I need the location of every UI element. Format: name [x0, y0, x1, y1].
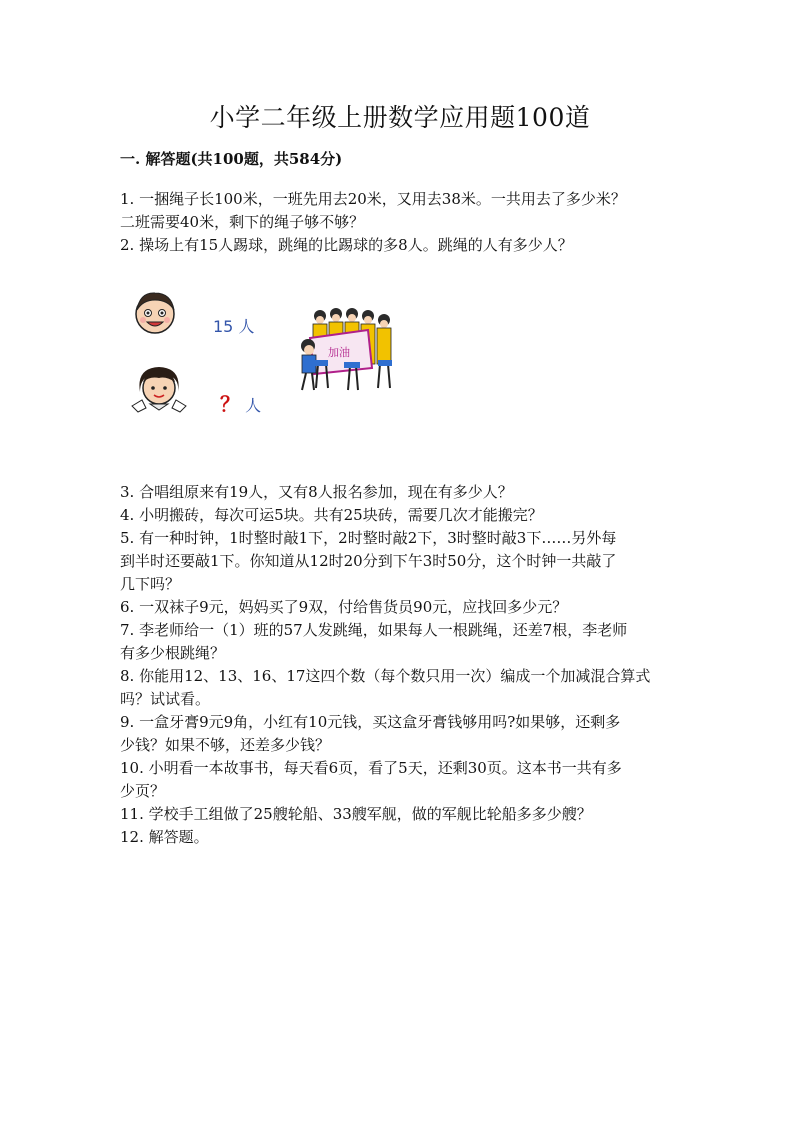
question-line: 2. 操场上有15人踢球，跳绳的比踢球的多8人。跳绳的人有多少人？ [120, 236, 573, 254]
question-line: 3. 合唱组原来有19人，又有8人报名参加，现在有多少人？ [120, 483, 513, 501]
question-line: 吗？试试看。 [120, 690, 211, 708]
question-line: 5. 有一种时钟，1时整时敲1下，2时整时敲2下，3时整时敲3下……另外每 [120, 529, 617, 547]
question-line: 少钱？如果不够，还差多少钱？ [120, 736, 331, 754]
question-line: 8. 你能用12、13、16、17这四个数（每个数只用一次）编成一个加减混合算式 [120, 667, 651, 685]
question-line: 4. 小明搬砖，每次可运5块。共有25块砖，需要几次才能搬完？ [120, 506, 543, 524]
question-2-illustration [120, 280, 420, 420]
question-line: 二班需要40米，剩下的绳子够不够？ [120, 213, 365, 231]
banner-text: 加油 [328, 346, 350, 359]
question-mark: ？ [220, 392, 240, 416]
page-title: 小学二年级上册数学应用题100道 [209, 103, 591, 132]
question-list-bottom [120, 481, 690, 849]
girl-count-unit: 人 [245, 396, 262, 415]
question-line: 少页？ [120, 782, 166, 800]
question-line: 有多少根跳绳？ [120, 644, 226, 662]
question-line: 1. 一捆绳子长100米，一班先用去20米，又用去38米。一共用去了多少米？ [120, 190, 626, 208]
question-line: 到半时还要敲1下。你知道从12时20分到下午3时50分，这个时钟一共敲了 [120, 552, 617, 570]
section-heading: 一. 解答题(共100题，共584分) [120, 150, 343, 168]
question-line: 6. 一双袜子9元，妈妈买了9双，付给售货员90元，应找回多少元？ [120, 598, 568, 616]
girl-count-label [220, 388, 261, 417]
girl-face-icon [128, 362, 190, 416]
cheering-kids-icon [298, 308, 398, 392]
boy-count-unit: 人 [238, 317, 255, 336]
question-line: 9. 一盒牙膏9元9角，小红有10元钱，买这盒牙膏钱够用吗?如果够，还剩多 [120, 713, 621, 731]
question-line: 几下吗？ [120, 575, 181, 593]
question-line: 12. 解答题。 [120, 828, 209, 846]
question-line: 7. 李老师给一（1）班的57人发跳绳，如果每人一根跳绳，还差7根，李老师 [120, 621, 628, 639]
question-line: 10. 小明看一本故事书，每天看6页，看了5天，还剩30页。这本书一共有多 [120, 759, 622, 777]
question-line: 11. 学校手工组做了25艘轮船、33艘军舰，做的军舰比轮船多多少艘？ [120, 805, 592, 823]
boy-face-icon [130, 288, 180, 338]
boy-count: 15 [213, 317, 234, 336]
boy-count-label [213, 314, 254, 337]
question-list-top [120, 188, 690, 257]
